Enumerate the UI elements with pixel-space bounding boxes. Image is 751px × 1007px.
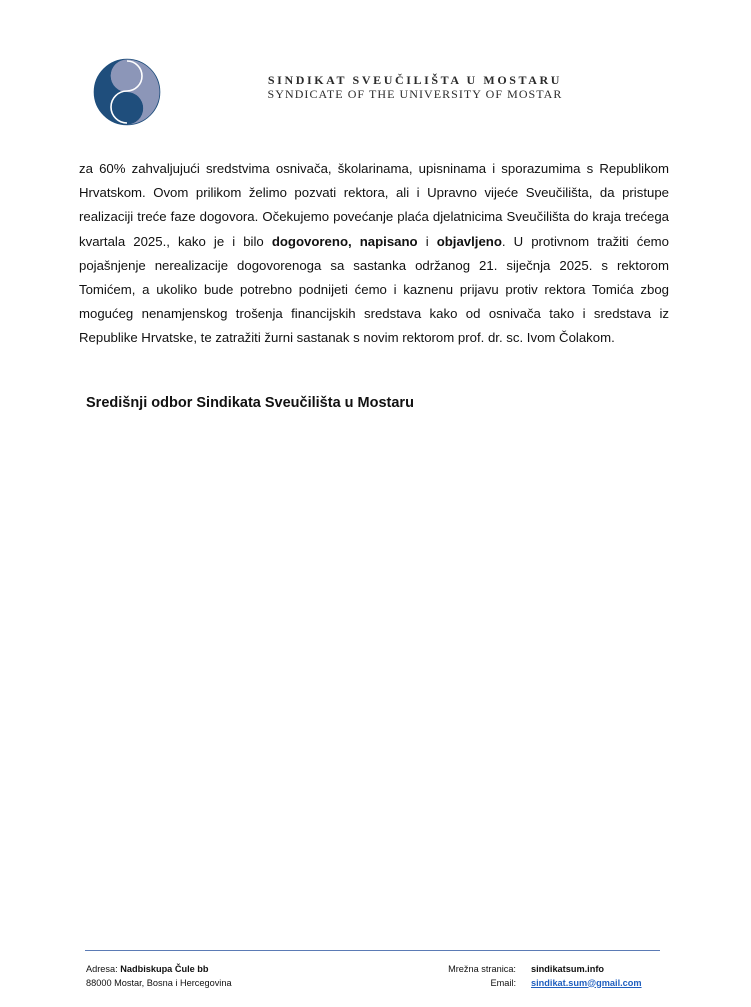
- body-text-segment: . U protivnom tražiti ćemo pojašnjenje nerealizacije dogovorenoga sa sastanka održanog 21. siječnja 2025. s rektorom Tomićem, a ukoliko bude potrebno podnijeti ćemo i kaznenu prijavu protiv rektora Tomića zbog mogućeg nenamjenskog trošenja financijskih sredstava kako od osnivača tako i sredstava iz Republike Hrvatske, te zatražiti žurni sastanak s novim rektorom prof. dr. sc. Ivom Čolakom.: [79, 233, 670, 346]
- letterhead: [245, 73, 585, 102]
- email-label: Email:: [490, 977, 516, 988]
- footer-divider: [85, 950, 660, 951]
- body-text-segment: i: [417, 233, 437, 249]
- web-label: Mrežna stranica:: [448, 964, 516, 974]
- footer-contact-labels: [420, 963, 516, 990]
- body-bold-segment: dogovoreno, napisano: [271, 233, 418, 249]
- university-syndicate-logo-icon: [93, 58, 161, 126]
- body-bold-segment: objavljeno: [436, 233, 502, 249]
- web-link[interactable]: sindikatsum.info: [531, 964, 604, 974]
- footer-address: [86, 963, 232, 990]
- body-paragraph: [79, 157, 669, 351]
- letterhead-title-croatian: SINDIKAT SVEUČILIŠTA U MOSTARU: [267, 73, 563, 87]
- address-city: 88000 Mostar, Bosna i Hercegovina: [86, 977, 232, 988]
- address-label: Adresa:: [86, 964, 121, 974]
- footer-contact-values: [531, 963, 642, 990]
- body-text-segment: za 60% zahvaljujući sredstvima osnivača, školarinama, upisninama i sporazumima s Republikom Hrvatskom. Ovom prilikom želimo pozvati rektora, ali i Upravno vijeće Sveučilišta, da pristupe realizaciji treće faze dogovora. Očekujemo povećanje plaća djelatnicima Sveučilišta do kraja trećega kvartala 2025., kako je i bilo: [79, 161, 669, 249]
- letter-body: [79, 157, 669, 351]
- letterhead-title-english: SYNDICATE OF THE UNIVERSITY OF MOSTAR: [267, 87, 563, 101]
- signature: Središnji odbor Sindikata Sveučilišta u Mostaru: [86, 395, 414, 411]
- address-value: Nadbiskupa Čule bb: [120, 964, 209, 974]
- email-link[interactable]: sindikat.sum@gmail.com: [531, 977, 642, 988]
